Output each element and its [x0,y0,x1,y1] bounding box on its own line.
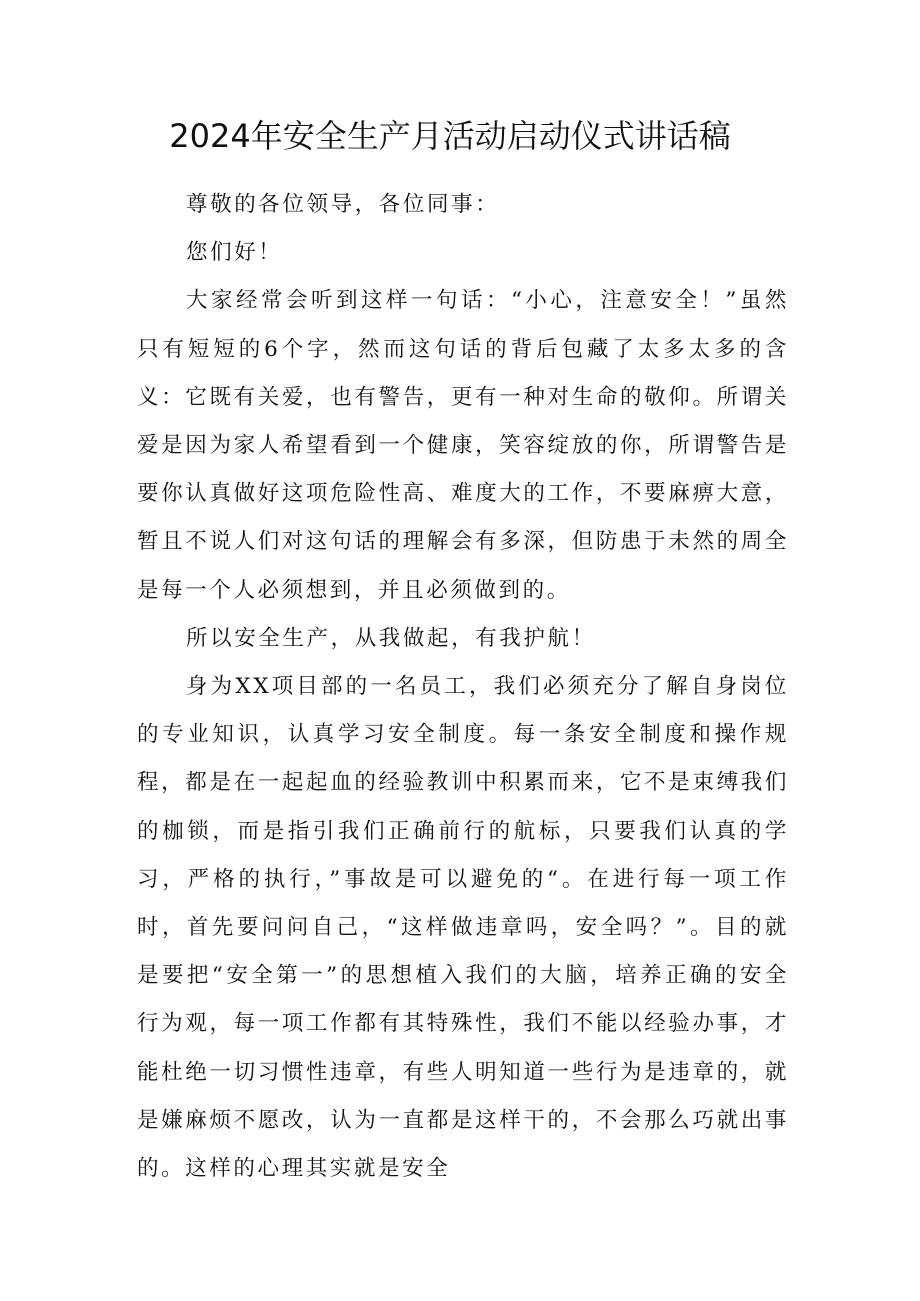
document-body [137,181,789,1193]
greeting-paragraph: 您们好！ [186,240,283,266]
salutation-paragraph: 尊敬的各位领导，各位同事： [186,192,500,217]
document-title: 2024年安全生产月活动启动仪式讲话稿 [169,117,731,155]
body-paragraph: 大家经常会听到这样一句话：“小心，注意安全！”虽然只有短短的6个字，然而这句话的背后包藏了太多太多的含义：它既有关爱，也有警告，更有一种对生命的敬仰。所谓关爱是因为家人希望看到一个健康，笑容绽放的你，所谓警告是要你认真做好这项危险性高、难度大的工作，不要麻痹大意，暂且不说人们对这句话的理解会有多深，但防患于未然的周全是每一个人必须想到，并且必须做到的。 [137,288,789,603]
slogan-paragraph: 所以安全生产，从我做起，有我护航！ [186,625,596,651]
body-paragraph: 身为XX项目部的一名员工，我们必须充分了解自身岗位的专业知识，认真学习安全制度。每一条安全制度和操作规程，都是在一起起血的经验教训中积累而来，它不是束缚我们的枷锁，而是指引我们正确前行的航标，只要我们认真的学习，严格的执行，”事故是可以避免的“。在进行每一项工作时，首先要问问自己，“这样做违章吗，安全吗？”。目的就是要把“安全第一”的思想植入我们的大脑，培养正确的安全行为观，每一项工作都有其特殊性，我们不能以经验办事，才能杜绝一切习惯性违章，有些人明知道一些行为是违章的，就是嫌麻烦不愿改，认为一直都是这样干的，不会那么巧就出事的。这样的心理其实就是安全 [137,674,789,1182]
